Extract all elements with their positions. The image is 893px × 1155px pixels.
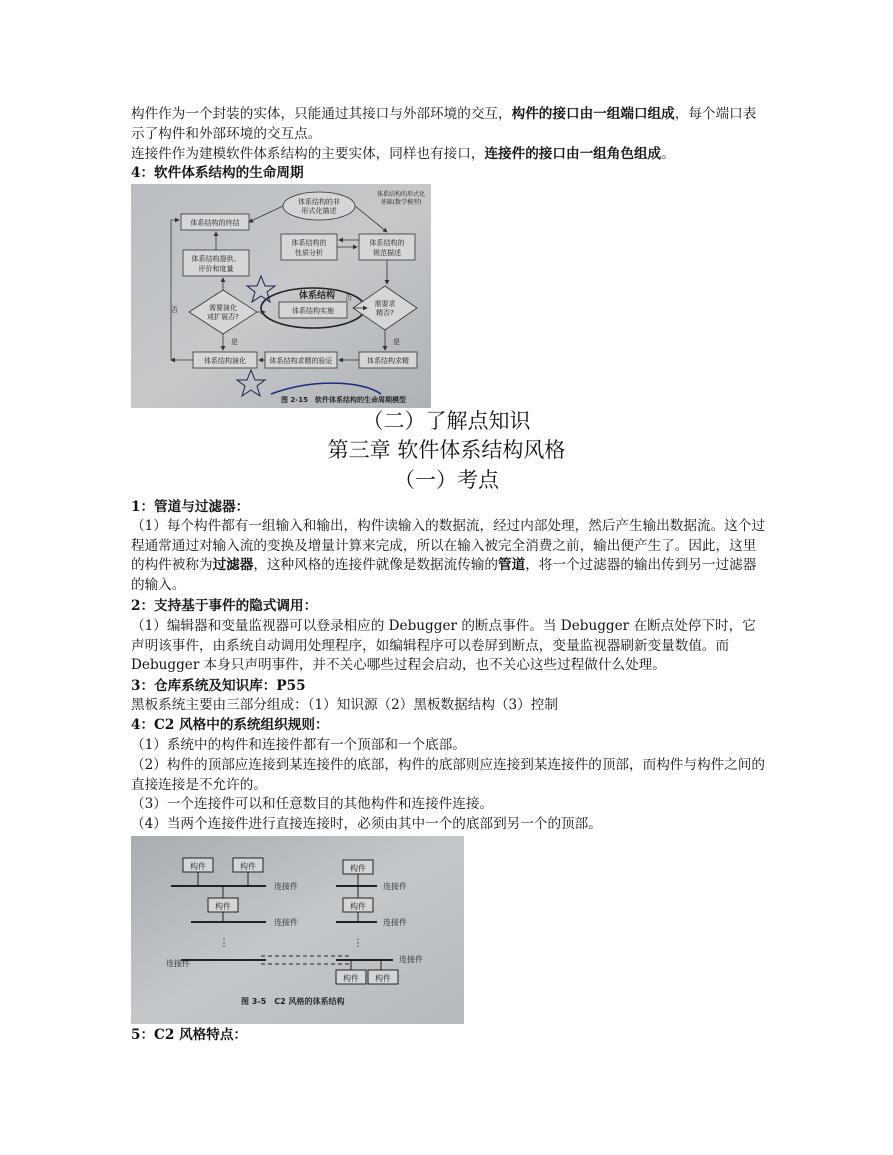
component-label: 构件 (350, 864, 366, 873)
c2-figure (131, 836, 464, 1024)
paragraph-component-interface (131, 105, 766, 144)
box-impl-label: 体系结构实施 (292, 307, 334, 315)
label-yes-right: 是 (393, 338, 400, 346)
box-spec-label-2: 规范描述 (373, 249, 401, 257)
decision-refine-label-1: 需要求 (374, 300, 396, 308)
box-final-label: 体系结构的终结 (190, 219, 240, 227)
connector-label: 连接件 (274, 882, 298, 891)
c2-rule-4: （4）当两个连接件进行直接连接时，必须由其中一个的底部到另一个的顶部。 (131, 816, 602, 832)
box-provide-label-2: 评价和度量 (198, 265, 234, 273)
decision-refine-label-2: 精否? (376, 309, 394, 317)
decision-evolve-label-2: 或扩展否? (207, 313, 239, 321)
connector-label: 连接件 (166, 959, 190, 968)
c2-rule-2: （2）构件的顶部应连接到某连接件的底部，构件的底部则应连接到某连接件的顶部，而构件与构件之间的直接连接是不允许的。 (131, 757, 765, 793)
lifecycle-figure (131, 184, 431, 408)
text-run: 。 (661, 146, 675, 162)
connector-label: 连接件 (383, 918, 407, 927)
c2-diagram (131, 836, 464, 1024)
decision-evolve-label-1: 需要演化 (209, 304, 237, 312)
bold-text-run: 管道 (498, 557, 526, 573)
figure1-caption: 图 2-15 软件体系结构的生命周期模型 (281, 396, 406, 404)
cloud-informal-label-2: 形式化描述 (301, 207, 337, 215)
c2-rule-1: （1）系统中的构件和连接件都有一个顶部和一个底部。 (131, 737, 466, 753)
cloud-informal (283, 192, 355, 220)
heading-c2-features: 5：C2 风格特点： (131, 1027, 248, 1043)
formal-base-label-1: 体系结构的形式化 (376, 191, 426, 198)
svg-text:⋮: ⋮ (353, 938, 363, 949)
text-run: 构件作为一个封装的实体，只能通过其接口与外部环境的交互， (131, 106, 512, 122)
component-label: 构件 (343, 974, 359, 983)
box-refine-label: 体系结构求精的验证 (269, 357, 333, 365)
box-evolve-label: 体系结构演化 (204, 357, 246, 365)
connector-label: 连接件 (399, 955, 423, 964)
connector-label: 连接件 (274, 918, 298, 927)
figure2-caption: 图 3-5 C2 风格的体系结构 (241, 997, 345, 1006)
formal-base-label-2: 基础(数学模型) (380, 199, 422, 206)
bold-text-run: 连接件的接口由一组角色组成 (484, 146, 662, 162)
connector-label: 连接件 (383, 882, 407, 891)
text-run: ，每个端口表示了构件和外部环境的交互点。 (131, 106, 757, 142)
bold-text-run: 构件的接口由一组端口组成 (511, 106, 675, 122)
heading-repository: 3：仓库系统及知识库：P55 (131, 678, 306, 694)
heading-lifecycle: 4：软件体系结构的生命周期 (131, 165, 304, 181)
box-provide-label-1: 体系结构提供、 (191, 255, 241, 263)
paragraph-connector-interface (131, 145, 766, 165)
box-analysis-label-1: 体系结构的 (291, 239, 327, 247)
heading-event-invocation: 2：支持基于事件的隐式调用： (131, 598, 318, 614)
component-label: 构件 (240, 862, 256, 871)
paragraph-event-invocation: （1）编辑器和变量监视器可以登录相应的 Debugger 的断点事件。当 Debugger 在断点处停下时，它声明该事件，由系统自动调用处理程序，如编辑程序可以卷屏到断点，变量监视器刷新变量数值。而 Debugger 本身只声明事件，并不关心哪些过程会启动，也不关心这些过程做什么处理。 (131, 618, 756, 673)
text-run: ，将一个过滤器的输出传到另一过滤器的输入。 (131, 557, 757, 593)
component-label: 构件 (375, 974, 391, 983)
heading-pipe-filter: 1：管道与过滤器： (131, 499, 250, 515)
text-run: ，这种风格的连接件就像是数据流传输的 (253, 557, 499, 573)
section-exam-heading: （一）考点 (394, 468, 499, 492)
component-label: 构件 (215, 902, 231, 911)
handwritten-note: 体系结构 (298, 291, 336, 301)
component-label: 构件 (190, 862, 206, 871)
heading-c2-rules: 4：C2 风格中的系统组织规则： (131, 717, 329, 733)
cloud-informal-label-1: 体系结构的非 (298, 198, 340, 206)
text-run: （1）每个构件都有一组输入和输出，构件读输入的数据流，经过内部处理，然后产生输出数据流。这个过程通常通过对输入流的变换及增量计算来完成，所以在输入被完全消费之前，输出便产生了。因此，这里的构件被称为 (131, 518, 765, 573)
box-refine2-label: 体系结构求精 (367, 357, 409, 365)
component-label: 构件 (350, 902, 366, 911)
label-yes-left: 是 (231, 338, 238, 346)
svg-text:⋮: ⋮ (219, 938, 229, 949)
section-known-heading: （二）了解点知识 (362, 409, 531, 433)
paragraph-pipe-filter (131, 517, 766, 595)
c2-rule-3: （3）一个连接件可以和任意数目的其他构件和连接件连接。 (131, 796, 494, 812)
box-analysis-label-2: 性质分析 (295, 249, 323, 257)
label-no-left: 否 (171, 306, 178, 314)
paragraph-blackboard: 黑板系统主要由三部分组成：（1）知识源（2）黑板数据结构（3）控制 (131, 697, 558, 713)
label-no-right: 否 (345, 294, 352, 302)
text-run: 连接件作为建模软件体系结构的主要实体，同样也有接口， (131, 146, 485, 162)
lifecycle-diagram (131, 184, 431, 408)
chapter-title: 第三章 软件体系结构风格 (327, 438, 566, 462)
box-spec-label-1: 体系结构的 (369, 239, 405, 247)
bold-text-run: 过滤器 (212, 557, 254, 573)
